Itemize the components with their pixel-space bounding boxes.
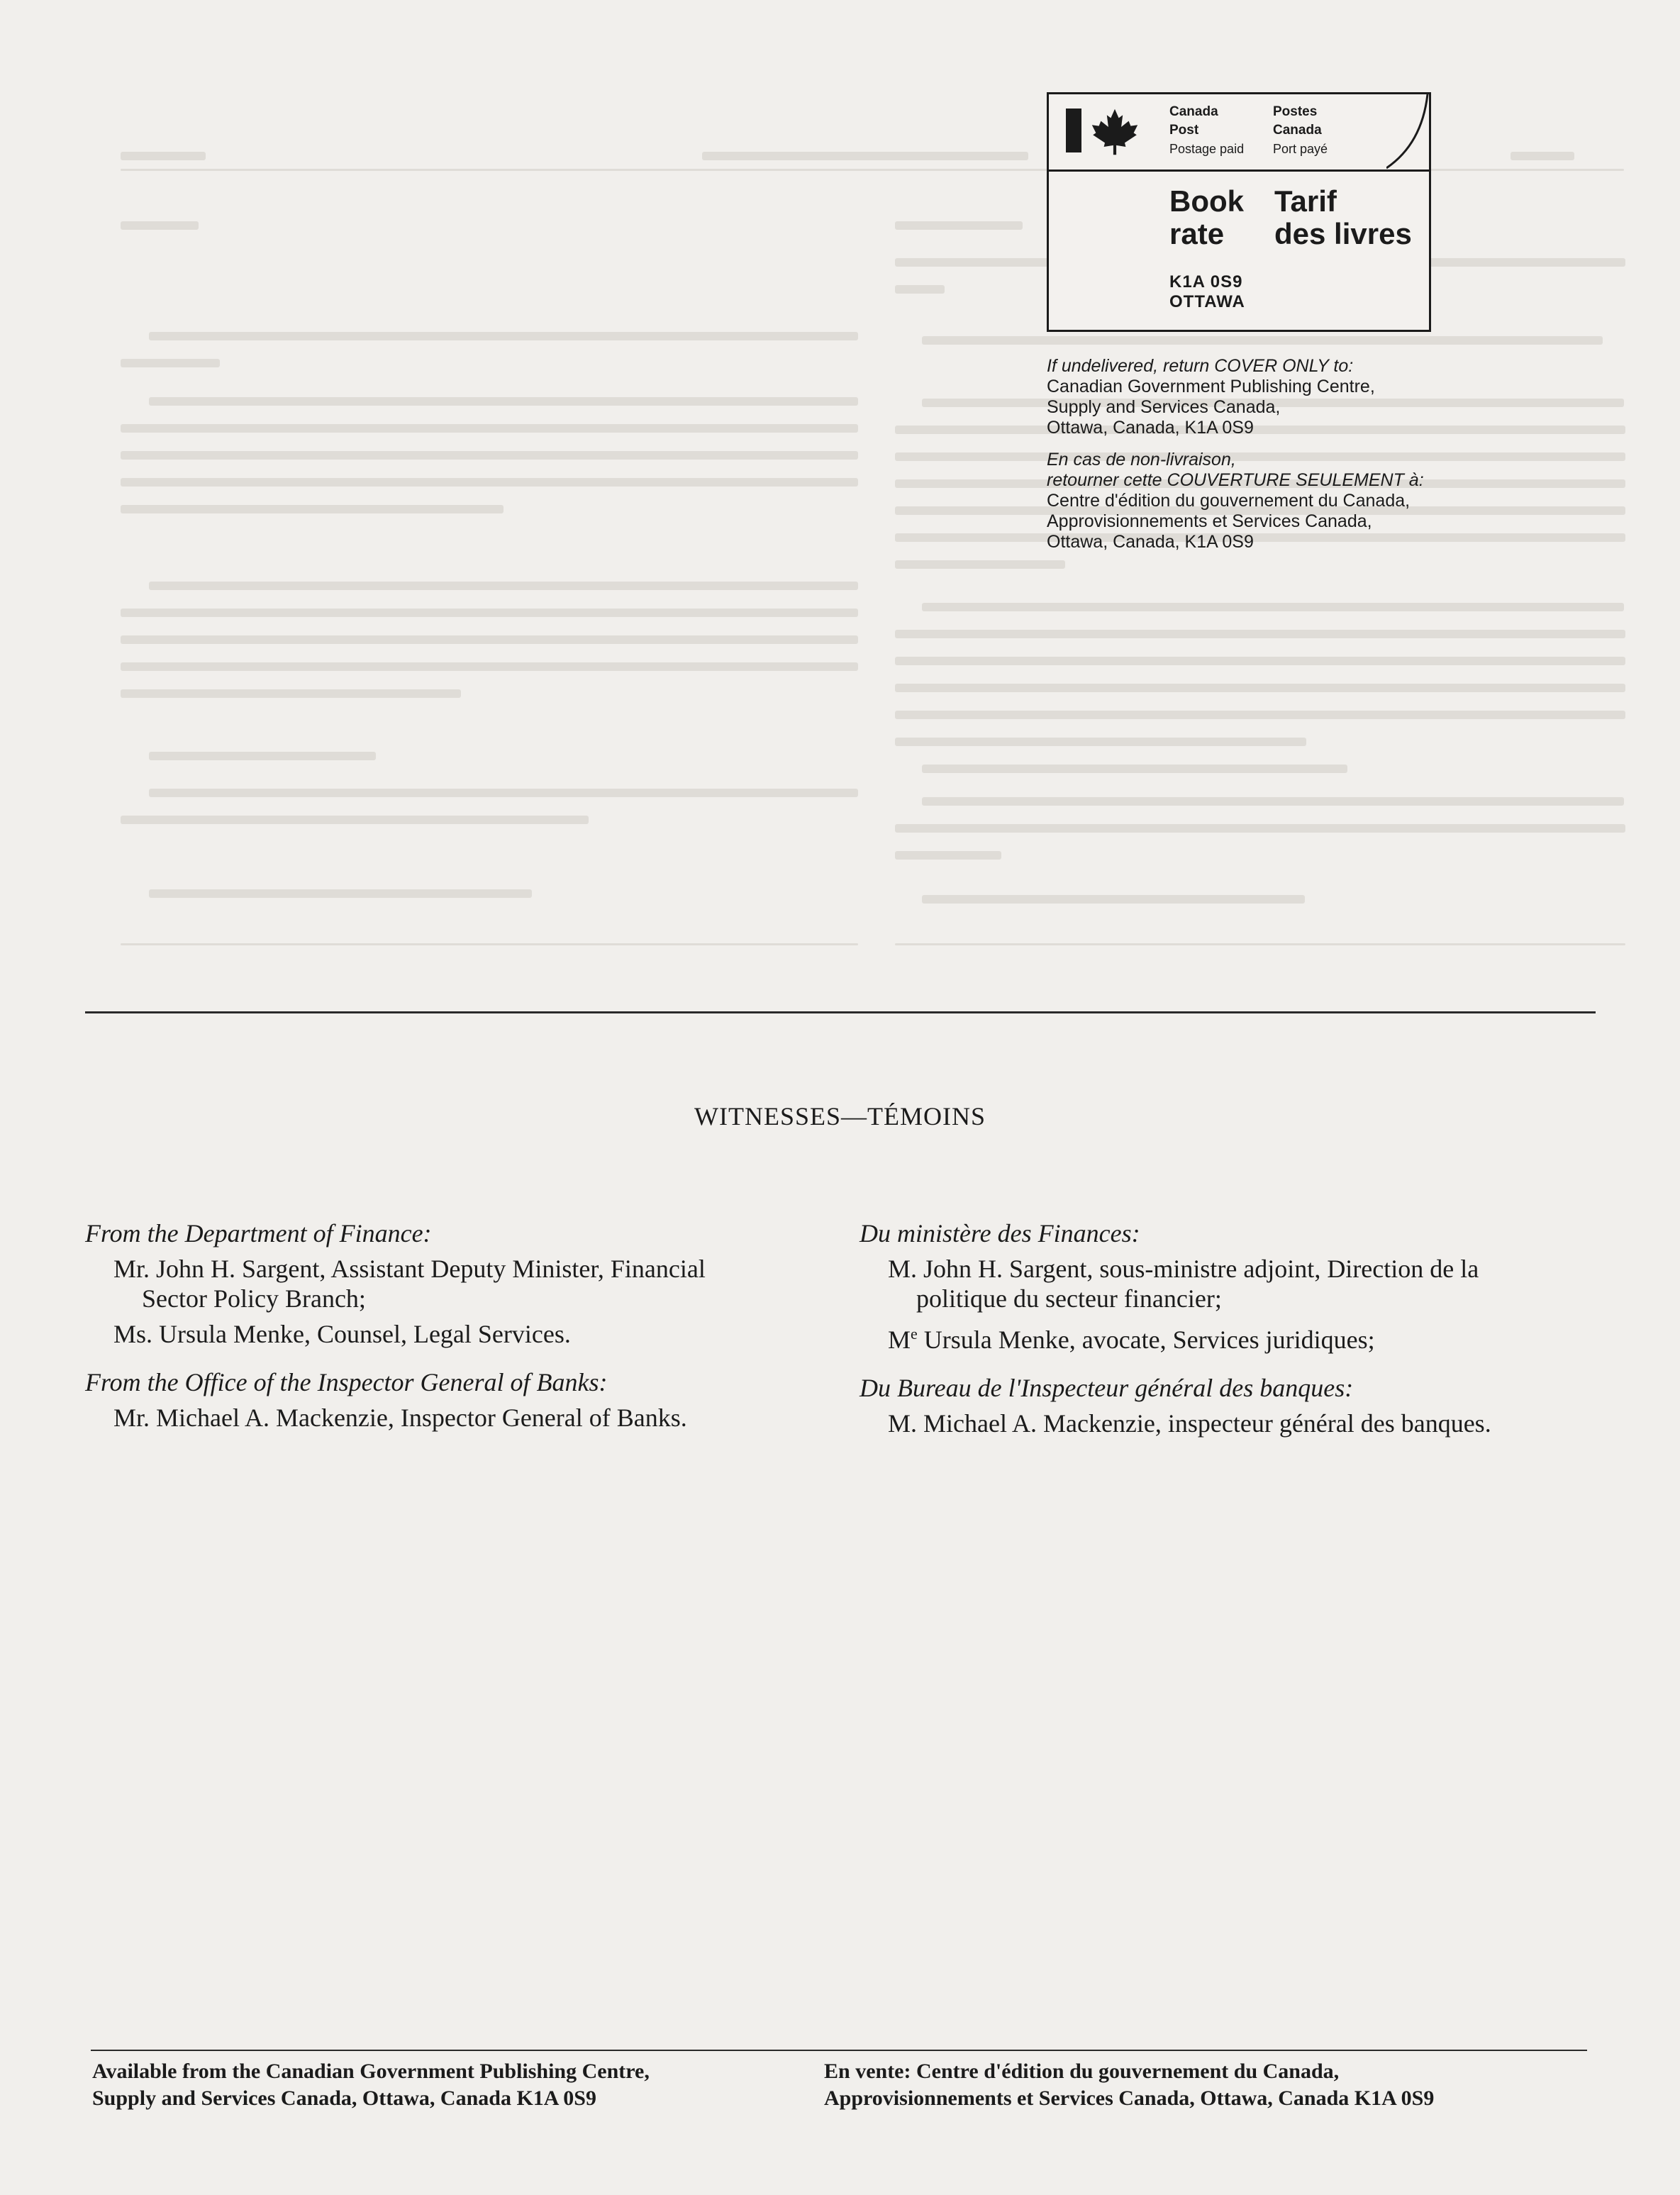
- postage-paid-en-label: Postage paid: [1169, 142, 1245, 156]
- return-line-en-3: Ottawa, Canada, K1A 0S9: [1047, 418, 1254, 438]
- ghost-date: [1511, 152, 1574, 160]
- canada-fr-label: Canada: [1273, 123, 1322, 138]
- witness-sargent-en-line1: Mr. John H. Sargent, Assistant Deputy Minister, Financial: [113, 1255, 706, 1283]
- witness-menke-fr: [860, 1319, 1640, 1355]
- honorific-m: M: [888, 1326, 911, 1354]
- org-finance-fr: Du ministère des Finances:: [860, 1219, 1140, 1247]
- return-line-en-1: Canadian Government Publishing Centre,: [1047, 377, 1375, 396]
- return-line-fr-3: Ottawa, Canada, K1A 0S9: [1047, 532, 1254, 552]
- return-line-en-2: Supply and Services Canada,: [1047, 397, 1281, 417]
- port-paye-fr-label: Port payé: [1273, 142, 1328, 156]
- org-inspector-en: From the Office of the Inspector General of Banks:: [85, 1368, 608, 1396]
- postage-paid-box: [1047, 92, 1431, 332]
- tarif-label: Tarif: [1274, 184, 1337, 218]
- witness-sargent-en: [85, 1254, 865, 1313]
- witness-mackenzie-fr: M. Michael A. Mackenzie, inspecteur général des banques.: [888, 1409, 1491, 1438]
- postage-corner-curve: [1386, 94, 1429, 170]
- footer-rule: [91, 2050, 1587, 2051]
- section-rule: [85, 1011, 1596, 1013]
- rate-label: rate: [1169, 217, 1225, 250]
- footer-en-line2: Supply and Services Canada, Ottawa, Canada K1A 0S9: [92, 2086, 596, 2110]
- return-line-fr-2: Approvisionnements et Services Canada,: [1047, 511, 1372, 531]
- postal-code: K1A 0S9: [1169, 272, 1243, 291]
- postage-fr: [1273, 103, 1328, 158]
- canada-flag-bar: [1066, 109, 1081, 152]
- book-label: Book: [1169, 184, 1244, 218]
- footer-fr-line2: Approvisionnements et Services Canada, Ottawa, Canada K1A 0S9: [824, 2086, 1435, 2110]
- honorific-sup: e: [911, 1325, 918, 1343]
- witness-sargent-fr: [860, 1254, 1640, 1313]
- footer-fr-line1: En vente: Centre d'édition du gouvernement du Canada,: [824, 2060, 1340, 2083]
- postage-en: [1169, 103, 1244, 158]
- return-intro-en: If undelivered, return COVER ONLY to:: [1047, 356, 1354, 376]
- return-intro-fr-2: retourner cette COUVERTURE SEULEMENT à:: [1047, 470, 1424, 490]
- org-finance-en: From the Department of Finance:: [85, 1219, 432, 1247]
- witnesses-fr-column: [860, 1218, 1640, 1438]
- org-inspector-fr: Du Bureau de l'Inspecteur général des banques:: [860, 1374, 1354, 1402]
- postal-city: OTTAWA: [1169, 292, 1245, 311]
- witness-mackenzie-en: Mr. Michael A. Mackenzie, Inspector General of Banks.: [113, 1404, 687, 1432]
- return-intro-fr-1: En cas de non-livraison,: [1047, 450, 1236, 469]
- footer-en: [92, 2058, 650, 2112]
- return-line-fr-1: Centre d'édition du gouvernement du Canada,: [1047, 491, 1411, 511]
- ghost-page-number: [121, 152, 206, 160]
- canada-en-label: Canada: [1169, 104, 1218, 119]
- return-address-en: [1047, 356, 1375, 438]
- witness-sargent-fr-line2: politique du secteur financier;: [916, 1284, 1222, 1313]
- book-rate-en: [1169, 185, 1244, 250]
- book-rate-fr: [1274, 185, 1412, 250]
- witness-sargent-fr-line1: M. John H. Sargent, sous-ministre adjoint, Direction de la: [888, 1255, 1479, 1283]
- witnesses-en-column: [85, 1218, 865, 1433]
- ghost-running-head: [702, 152, 1028, 160]
- post-en-label: Post: [1169, 123, 1199, 138]
- maple-leaf-icon: [1089, 107, 1141, 157]
- witness-menke-en: Ms. Ursula Menke, Counsel, Legal Services.: [113, 1320, 571, 1348]
- footer-en-line1: Available from the Canadian Government Publishing Centre,: [92, 2060, 650, 2083]
- return-address-fr: [1047, 450, 1424, 552]
- witnesses-heading: WITNESSES—TÉMOINS: [694, 1102, 986, 1130]
- witness-sargent-en-line2: Sector Policy Branch;: [142, 1284, 366, 1313]
- des-livres-label: des livres: [1274, 217, 1412, 250]
- footer-fr: [824, 2058, 1434, 2112]
- postes-fr-label: Postes: [1273, 104, 1318, 119]
- postage-header-strip: [1049, 94, 1429, 172]
- witness-menke-fr-rest: Ursula Menke, avocate, Services juridiques;: [917, 1326, 1375, 1354]
